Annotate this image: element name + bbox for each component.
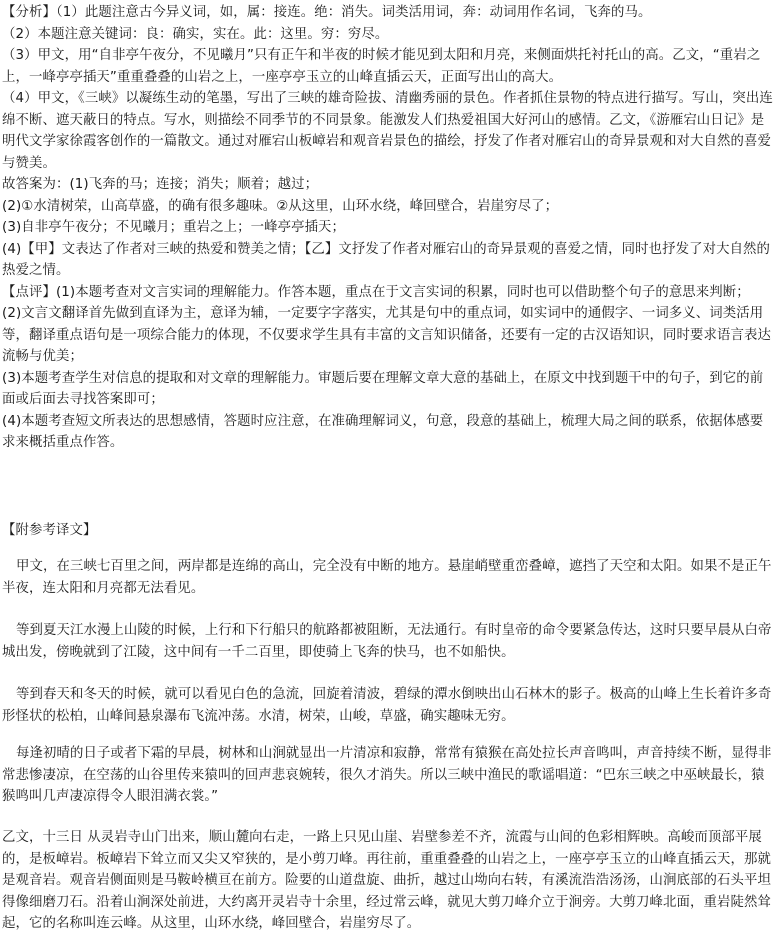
translation-para-1: 甲文，在三峡七百里之间，两岸都是连绵的高山，完全没有中断的地方。悬崖峭壁重峦叠嶂，遮挡了天空和太阳。如果不是正午半夜，连太阳和月亮都无法看见。 — [2, 559, 772, 596]
translation-para-3-block — [2, 684, 774, 727]
translation-para-3: 等到春天和冬天的时候，就可以看见白色的急流，回旋着清波，碧绿的潭水倒映出山石林木的影子。极高的山峰上生长着许多奇形怪状的松柏，山峰间悬泉瀑布飞流冲荡。水清，树荣，山峻，草盛，确实趣味无穷。 — [2, 687, 772, 724]
translation-b: 乙文，十三日 从灵岩寺山门出来，顺山麓向右走，一路上只见山崖、岩壁参差不齐，流霞与山间的色彩相辉映。高峻而顶部平展的，是板嶂岩。板嶂岩下耸立而又尖又窄狭的，是小剪刀峰。再往前，重重叠叠的山岩之上，一座亭亭玉立的山峰直插云天，那就是观音岩。观音岩侧面则是马鞍岭横亘在前方。险要的山道盘旋、曲折，越过山坳向右转，有溪流浩浩汤汤，山涧底部的石头平坦得像细磨刀石。沿着山涧深处前进，大约离开灵岩寺十余里，经过常云峰，就见大剪刀峰介立于涧旁。大剪刀峰北面，重岩陡然耸起，它的名称叫连云峰。从这里，山环水绕，峰回壁合，岩崖穷尽了。 — [2, 830, 771, 931]
analysis-intro: 【分析】（1）此题注意古今异义词，如，属：接连。绝：消失。词类活用词，奔：动词用作名词，飞奔的马。 — [2, 5, 652, 20]
answer-4: (4)【甲】文表达了作者对三峡的热爱和赞美之情；【乙】文抒发了作者对雁宕山的奇异景观的喜爱之情，同时也抒发了对大自然的热爱之情。 — [2, 241, 771, 278]
analysis-part-4: （4）甲文，《三峡》以凝练生动的笔墨，写出了三峡的雄奇险拔、清幽秀丽的景色。作者抓住景物的特点进行描写。写山，突出连绵不断、遮天蔽日的特点。写水，则描绘不同季节的不同景象。能激发人们热爱祖国大好河山的感情。乙文，《游雁宕山日记》是明代文学家徐霞客创作的一篇散文。通过对雁宕山板嶂岩和观音岩景色的描绘，抒发了作者对雁宕山的奇异景观和对大自然的喜爱与赞美。 — [2, 91, 773, 171]
translation-heading-block — [2, 520, 774, 542]
translation-para-2: 等到夏天江水漫上山陵的时候，上行和下行船只的航路都被阻断，无法通行。有时皇帝的命令要紧急传达，这时只要早晨从白帝城出发，傍晚就到了江陵，这中间有一千二百里，即使骑上飞奔的快马，也不如船快。 — [2, 623, 772, 660]
comment-2: (2)文言文翻译首先做到直译为主，意译为辅，一定要字字落实，尤其是句中的重点词，如实词中的通假字、一词多义、词类活用等，翻译重点语句是一项综合能力的体现，不仅要求学生具有丰富的文言知识储备，还要有一定的古汉语知识，同时要求语言表达流畅与优美； — [2, 306, 771, 364]
answer-3: (3)自非亭午夜分；不见曦月；重岩之上；一峰亭亭插天； — [2, 220, 346, 235]
analysis-section — [2, 2, 774, 454]
translation-b-block — [2, 827, 774, 935]
answer-2: (2)①水清树荣，山高草盛，的确有很多趣味。②从这里，山环水绕，峰回壁合，岩崖穷尽了； — [2, 198, 559, 214]
comment-4: (4)本题考查短文所表达的思想感情，答题时应注意，在准确理解词义，句意，段意的基础上，梳理大局之间的联系，依据体感要求来概括重点作答。 — [2, 413, 764, 450]
analysis-part-2: （2）本题注意关键词：良：确实，实在。此：这里。穷：穷尽。 — [2, 26, 389, 42]
answer-1: 故答案为：(1)飞奔的马；连接；消失；顺着；越过； — [2, 177, 319, 192]
comment-3: (3)本题考查学生对信息的提取和对文章的理解能力。审题后要在理解文章大意的基础上，在原文中找到题干中的句子，到它的前面或后面去寻找答案即可； — [2, 370, 764, 407]
translation-para-4: 每逢初晴的日子或者下霜的早晨，树林和山涧就显出一片清凉和寂静，常常有猿猴在高处拉长声音鸣叫，声音持续不断，显得非常悲惨凄凉，在空荡的山谷里传来猿叫的回声悲哀婉转，很久才消失。所以三峡中渔民的歌谣唱道：“巴东三峡之中巫峡最长，猿猴鸣叫几声凄凉得令人眼泪满衣裳。” — [2, 746, 772, 804]
translation-para-4-block — [2, 743, 774, 808]
translation-para-1-block — [2, 556, 774, 599]
translation-para-2-block — [2, 620, 774, 663]
analysis-part-3: （3）甲文，用“自非亭午夜分，不见曦月”只有正午和半夜的时候才能见到太阳和月亮，来侧面烘托衬托山的高。乙文，“重岩之上，一峰亭亭插天”重重叠叠的山岩之上，一座亭亭玉立的山峰直插云天，正面写出山的高大。 — [2, 48, 761, 85]
translation-heading: 【附参考译文】 — [2, 523, 97, 538]
comment-1: 【点评】(1)本题考查对文言实词的理解能力。作答本题，重点在于文言实词的积累，同时也可以借助整个句子的意思来判断； — [2, 284, 750, 300]
